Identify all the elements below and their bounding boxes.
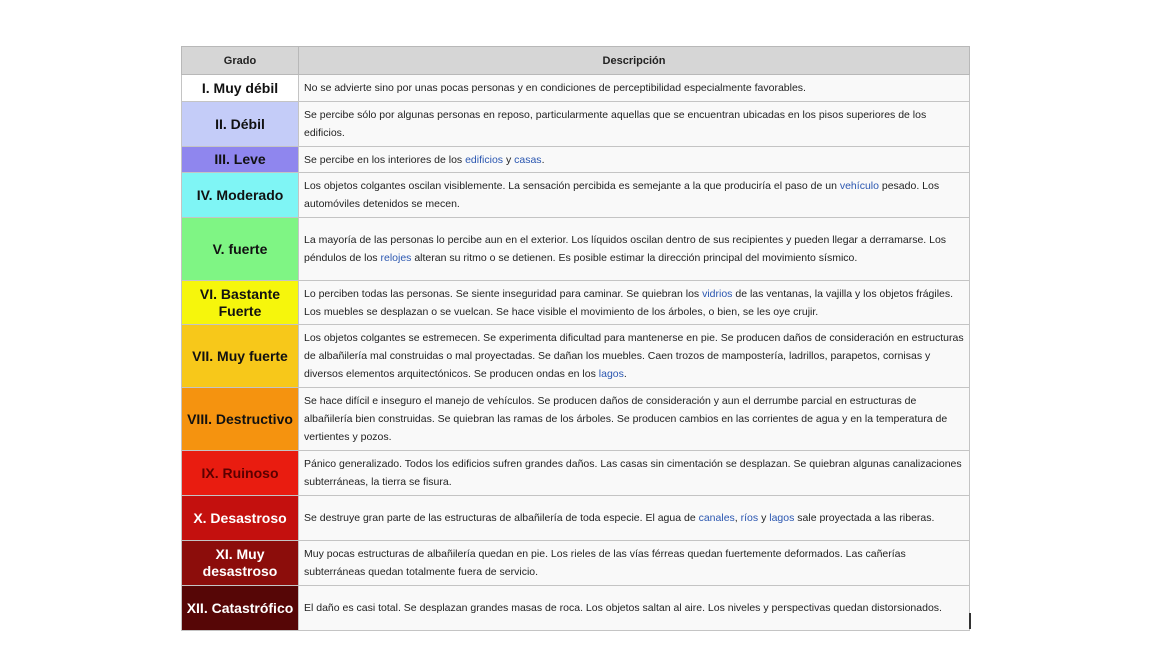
description-cell [299, 147, 970, 173]
description-text: Pánico generalizado. Todos los edificios sufren grandes daños. Las casas sin cimentación se desplazan. Se quiebran algunas canalizaciones subterráneas, la tierra se fisura. [304, 458, 962, 488]
table-row [182, 218, 970, 281]
description-text: de las ventanas, la vajilla y los objetos frágiles. Los muebles se desplazan o se vuelcan. Se hace visible el movimiento de los árboles, o bien, se les oye crujir. [304, 287, 954, 318]
description-link[interactable]: canales [698, 512, 735, 524]
description-text: Se percibe en los interiores de los [304, 153, 466, 166]
description-text: Los objetos colgantes se estremecen. Se experimenta dificultad para mantenerse en pie. Se producen daños de consideración en estructuras de albañilería mal construidas o mal proyectadas. Se dañan los muebles. Caen trozos de mampostería, ladrillos, parapetos, cornisas y diversos elementos arquitectónicos. Se producen ondas en los [304, 332, 964, 380]
description-link[interactable]: lagos [769, 512, 795, 524]
description-text: . [623, 368, 627, 380]
description-text: , [734, 512, 741, 524]
description-text: Lo perciben todas las personas. Se siente inseguridad para caminar. Se quiebran los [304, 287, 703, 300]
description-text: Se percibe sólo por algunas personas en reposo, particularmente aquellas que se encuentran ubicadas en los pisos superiores de los edificios. [304, 109, 927, 139]
header-grade: Grado [182, 47, 299, 75]
description-cell [299, 218, 970, 281]
description-link[interactable]: lagos [598, 368, 624, 380]
description-cell [299, 541, 970, 586]
table-row [182, 496, 970, 541]
grade-cell: I. Muy débil [182, 75, 299, 102]
table-row [182, 75, 970, 102]
table-row [182, 281, 970, 325]
description-cell [299, 102, 970, 147]
grade-cell: VIII. Destructivo [182, 388, 299, 451]
header-description: Descripción [299, 47, 970, 75]
description-text: y [503, 153, 515, 166]
description-cell [299, 173, 970, 218]
grade-cell: II. Débil [182, 102, 299, 147]
description-link[interactable]: ríos [740, 512, 759, 524]
description-text: alteran su ritmo o se detienen. Es posible estimar la dirección principal del movimiento sísmico. [411, 252, 858, 264]
description-text: sale proyectada a las riberas. [794, 512, 935, 524]
description-link[interactable]: vidrios [702, 287, 733, 300]
grade-cell: VI. Bastante Fuerte [182, 281, 299, 325]
grade-cell: X. Desastroso [182, 496, 299, 541]
table-row [182, 102, 970, 147]
description-text: Se destruye gran parte de las estructuras de albañilería de toda especie. El agua de [304, 512, 699, 524]
description-text: No se advierte sino por unas pocas personas y en condiciones de perceptibilidad especialmente favorables. [304, 82, 806, 94]
table-row [182, 541, 970, 586]
description-text: pesado. Los automóviles detenidos se mecen. [304, 180, 940, 210]
table-row [182, 451, 970, 496]
table-row [182, 173, 970, 218]
description-text: El daño es casi total. Se desplazan grandes masas de roca. Los objetos saltan al aire. Los niveles y perspectivas quedan distorsionados. [304, 602, 942, 614]
table-edge-mark [969, 613, 971, 629]
grade-cell: IV. Moderado [182, 173, 299, 218]
description-link[interactable]: casas [514, 153, 542, 166]
description-text: Muy pocas estructuras de albañilería quedan en pie. Los rieles de las vías férreas quedan fuertemente deformados. Las cañerías subterráneas quedan totalmente fuera de servicio. [304, 548, 906, 578]
table-row [182, 586, 970, 631]
description-text: . [541, 153, 545, 166]
table-row [182, 325, 970, 388]
table-header-row [182, 47, 970, 75]
grade-cell: III. Leve [182, 147, 299, 173]
table-row [182, 147, 970, 173]
intensity-scale-table [181, 46, 970, 631]
description-link[interactable]: edificios [465, 153, 504, 166]
description-cell [299, 496, 970, 541]
description-text: Los objetos colgantes oscilan visiblemente. La sensación percibida es semejante a la que produciría el paso de un [304, 180, 840, 192]
description-link[interactable]: vehículo [839, 180, 879, 192]
table-row [182, 388, 970, 451]
description-cell [299, 281, 970, 325]
description-text: Se hace difícil e inseguro el manejo de vehículos. Se producen daños de consideración y aun el derrumbe parcial en estructuras de albañilería bien construidas. Se quiebran las ramas de los árboles. Se producen cambios en las corrientes de agua y en la temperatura de vertientes y pozos. [304, 395, 948, 443]
description-text: La mayoría de las personas lo percibe aun en el exterior. Los líquidos oscilan dentro de sus recipientes y pueden llegar a derramarse. Los péndulos de los [304, 234, 947, 264]
grade-cell: XI. Muy desastroso [182, 541, 299, 586]
grade-cell: XII. Catastrófico [182, 586, 299, 631]
description-text: y [758, 512, 770, 524]
grade-cell: V. fuerte [182, 218, 299, 281]
description-cell [299, 586, 970, 631]
description-cell [299, 388, 970, 451]
table-body [182, 75, 970, 631]
description-cell [299, 451, 970, 496]
description-cell [299, 75, 970, 102]
description-link[interactable]: relojes [380, 252, 412, 264]
description-cell [299, 325, 970, 388]
grade-cell: VII. Muy fuerte [182, 325, 299, 388]
grade-cell: IX. Ruinoso [182, 451, 299, 496]
